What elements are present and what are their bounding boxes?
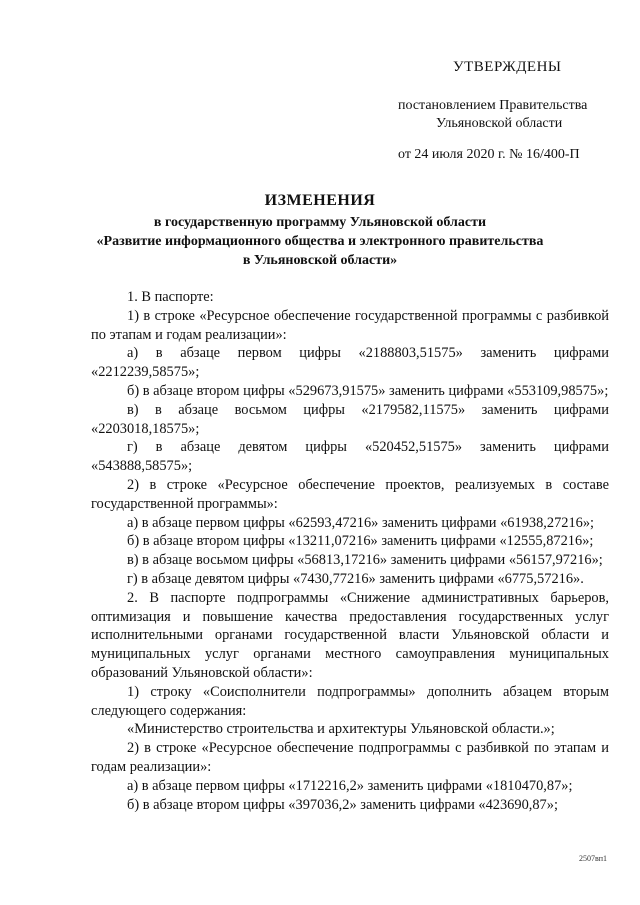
decree-date-number: от 24 июля 2020 г. № 16/400-П [398, 147, 580, 162]
document-body [91, 288, 609, 814]
paragraph-2-1: 1) строку «Соисполнители подпрограммы» дополнить абзацем вторым следующего содержания: [91, 683, 609, 719]
paragraph-1: 1. В паспорте: [127, 289, 214, 305]
paragraph-1-1-a: а) в абзаце первом цифры «2188803,51575» заменить цифрами «2212239,58575»; [91, 345, 609, 381]
paragraph-1-1-b: б) в абзаце втором цифры «529673,91575» заменить цифрами «553109,98575»; [127, 382, 609, 399]
approval-heading: УТВЕРЖДЕНЫ [453, 59, 562, 75]
paragraph-1-2-b: б) в абзаце втором цифры «13211,07216» заменить цифрами «12555,87216»; [127, 533, 594, 550]
paragraph-1-1-d: г) в абзаце девятом цифры «520452,51575» заменить цифрами «543888,58575»; [91, 439, 609, 475]
paragraph-2-1-quote: «Министерство строительства и архитектуры Ульяновской области.»; [127, 721, 555, 738]
title-line-3: «Развитие информационного общества и электронного правительства [96, 234, 544, 249]
title-line-2: в государственную программу Ульяновской области [153, 215, 487, 230]
decree-line-1: постановлением Правительства [398, 98, 588, 113]
paragraph-1-2-d: г) в абзаце девятом цифры «7430,77216» заменить цифрами «6775,57216». [127, 570, 584, 587]
paragraph-1-2: 2) в строке «Ресурсное обеспечение проектов, реализуемых в составе государственной программы»: [91, 476, 609, 512]
paragraph-1-1: 1) в строке «Ресурсное обеспечение государственной программы с разбивкой по этапам и годам реализации»: [91, 307, 609, 343]
footer-document-code: 2507вп1 [579, 854, 608, 863]
paragraph-2-2-a: а) в абзаце первом цифры «1712216,2» заменить цифрами «1810470,87»; [127, 777, 573, 794]
paragraph-2-2: 2) в строке «Ресурсное обеспечение подпрограммы с разбивкой по этапам и годам реализации»: [91, 740, 609, 775]
title-main: ИЗМЕНЕНИЯ [264, 192, 376, 209]
decree-line-2: Ульяновской области [436, 116, 563, 131]
document-title [0, 192, 640, 270]
paragraph-1-1-c: в) в абзаце восьмом цифры «2179582,11575» заменить цифрами «2203018,18575»; [91, 401, 609, 437]
paragraph-2-2-b: б) в абзаце втором цифры «397036,2» заменить цифрами «423690,87»; [127, 796, 558, 813]
paragraph-1-2-a: а) в абзаце первом цифры «62593,47216» заменить цифрами «61938,27216»; [127, 514, 595, 531]
paragraph-1-2-c: в) в абзаце восьмом цифры «56813,17216» заменить цифрами «56157,97216»; [127, 552, 603, 569]
paragraph-2: 2. В паспорте подпрограммы «Снижение административных барьеров, оптимизация и повышение качества предоставления государственных услуг исполнительными органами государственной власти Ульяновской области и муниципальных услуг органами местного самоуправления муниципальных образований Ульяновской области»: [91, 589, 609, 681]
title-line-4: в Ульяновской области» [242, 253, 398, 268]
decree-reference [398, 97, 606, 164]
